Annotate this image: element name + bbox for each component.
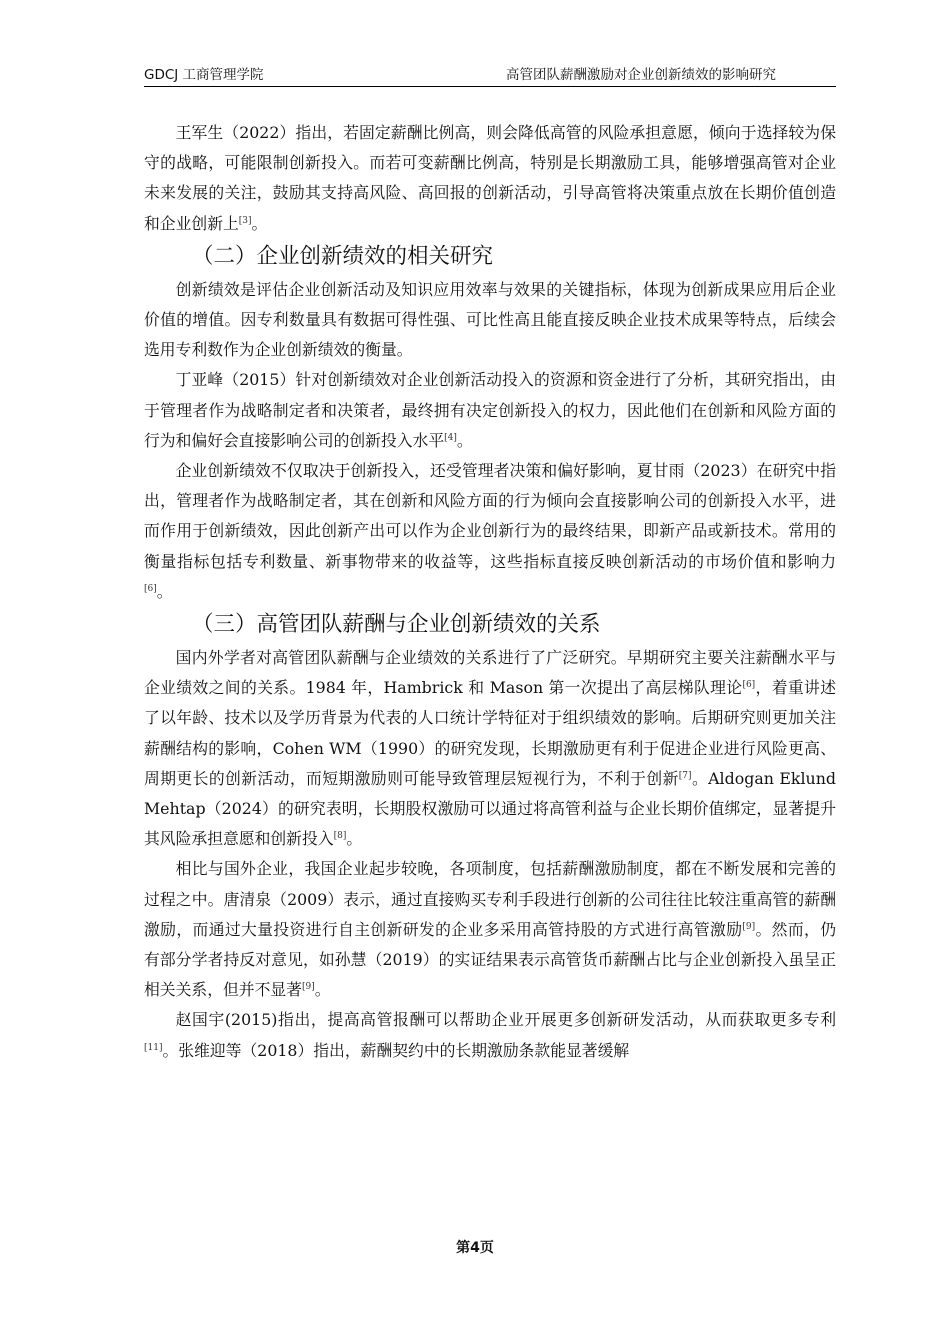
page-body — [144, 118, 836, 1066]
paragraph-text: 赵国宇(2015)指出，提高高管报酬可以帮助企业开展更多创新研发活动，从而获取更多专利 — [175, 1010, 836, 1030]
paragraph-text: 相比与国外企业，我国企业起步较晚，各项制度，包括薪酬激励制度，都在不断发展和完善的过程之中。唐清泉（2009）表示，通过直接购买专利手段进行创新的公司往往比较注重高管的薪酬激励，而通过大量投资进行自主创新研发的企业多采用高管持股的方式进行高管激励 — [144, 859, 836, 939]
paragraph-text: 。然而，仍有部分学者持反对意见，如孙慧（2019）的实证结果表示高管货币薪酬占比与企业创新投入虽呈正相关关系，但并不显著 — [144, 919, 836, 1000]
citation: [7] — [678, 770, 692, 781]
paragraph-literature-abroad: 国内外学者对高管团队薪酬与企业绩效的关系进行了广泛研究。早期研究主要关注薪酬水平与企业绩效之间的关系。1984 年，Hambrick 和 Mason 第一次提出了高层梯队理论[6]，着重讲述了以年龄、技术以及学历背景为代表的人口统计学特征对于组织绩效的影响。后期研究则更加关注薪酬结构的影响，Cohen WM（1990）的研究发现，长期激励更有利于促进企业进行风险更高、周期更长的创新活动，而短期激励则可能导致管理层短视行为，不利于创新[7]。Aldogan Eklund Mehtap（2024）的研究表明，长期股权激励可以通过将高管利益与企业长期价值绑定，显著提升其风险承担意愿和创新投入[8]。 — [144, 648, 836, 849]
section-heading-innovation-performance: （二）企业创新绩效的相关研究 — [192, 243, 494, 269]
paragraph-text: 企业创新绩效不仅取决于创新投入，还受管理者决策和偏好影响，夏甘雨（2023）在研究中指出，管理者作为战略制定者，其在创新和风险方面的行为倾向会直接影响公司的创新投入水平，进而作用于创新绩效，因此创新产出可以作为企业创新行为的最终结果，即新产品或新技术。常用的衡量指标包括专利数量、新事物带来的收益等，这些指标直接反映创新活动的市场价值和影响力 — [144, 461, 836, 571]
citation: [9] — [742, 921, 756, 932]
page-number: 第4页 — [456, 1240, 494, 1256]
citation: [11] — [144, 1042, 163, 1053]
paragraph-literature-domestic: 相比与国外企业，我国企业起步较晚，各项制度，包括薪酬激励制度，都在不断发展和完善的过程之中。唐清泉（2009）表示，通过直接购买专利手段进行创新的公司往往比较注重高管的薪酬激励，而通过大量投资进行自主创新研发的企业多采用高管持股的方式进行高管激励[9]。然而，仍有部分学者持反对意见，如孙慧（2019）的实证结果表示高管货币薪酬占比与企业创新投入虽呈正相关关系，但并不显著[9]。 — [144, 859, 836, 1000]
paragraph-wang-junsheng: 王军生（2022）指出，若固定薪酬比例高，则会降低高管的风险承担意愿，倾向于选择较为保守的战略，可能限制创新投入。而若可变薪酬比例高，特别是长期激励工具，能够增强高管对企业未来发展的关注，鼓励其支持高风险、高回报的创新活动，引导高管将决策重点放在长期价值创造和企业创新上[3]。 — [144, 123, 836, 233]
citation: [9] — [301, 982, 315, 993]
paragraph-text: 国内外学者对高管团队薪酬与企业绩效的关系进行了广泛研究。早期研究主要关注薪酬水平与企业绩效之间的关系。1984 年，Hambrick 和 Mason 第一次提出了高层梯队理论 — [144, 648, 836, 698]
section-heading-compensation-relation: （三）高管团队薪酬与企业创新绩效的关系 — [192, 612, 601, 638]
paragraph-text: 王军生（2022）指出，若固定薪酬比例高，则会降低高管的风险承担意愿，倾向于选择较为保守的战略，可能限制创新投入。而若可变薪酬比例高，特别是长期激励工具，能够增强高管对企业未来发展的关注，鼓励其支持高风险、高回报的创新活动，引导高管将决策重点放在长期价值创造和企业创新上 — [144, 123, 836, 233]
paragraph-text: ，着重讲述了以年龄、技术以及学历背景为代表的人口统计学特征对于组织绩效的影响。后期研究则更加关注薪酬结构的影响，Cohen WM（1990）的研究发现，长期激励更有利于促进企业进行风险更高、周期更长的创新活动，而短期激励则可能导致管理层短视行为，不利于创新 — [144, 678, 836, 788]
paragraph-zhao-guoyu — [144, 1005, 836, 1065]
header-thesis-title: 高管团队薪酬激励对企业创新绩效的影响研究 — [506, 67, 776, 83]
paragraph-text: 。Aldogan Eklund Mehtap（2024）的研究表明，长期股权激励可以通过将高管利益与企业长期价值绑定，显著提升其风险承担意愿和创新投入 — [144, 768, 836, 849]
paragraph-xia-ganyu: 企业创新绩效不仅取决于创新投入，还受管理者决策和偏好影响，夏甘雨（2023）在研究中指出，管理者作为战略制定者，其在创新和风险方面的行为倾向会直接影响公司的创新投入水平，进而作用于创新绩效，因此创新产出可以作为企业创新行为的最终结果，即新产品或新技术。常用的衡量指标包括专利数量、新事物带来的收益等，这些指标直接反映创新活动的市场价值和影响力[6]。 — [144, 461, 836, 601]
citation: [3] — [238, 215, 252, 226]
citation: [8] — [333, 831, 347, 842]
header-school: GDCJ 工商管理学院 — [144, 67, 264, 83]
citation: [6] — [742, 680, 756, 691]
paragraph-text: 丁亚峰（2015）针对创新绩效对企业创新活动投入的资源和资金进行了分析，其研究指出，由于管理者作为战略制定者和决策者，最终拥有决定创新投入的权力，因此他们在创新和风险方面的行为和偏好会直接影响公司的创新投入水平 — [144, 370, 836, 450]
citation: [4] — [444, 432, 457, 443]
paragraph-text: 。张维迎等（2018）指出，薪酬契约中的长期激励条款能显著缓解 — [162, 1040, 630, 1060]
running-header — [144, 66, 836, 87]
citation: [6] — [144, 583, 157, 594]
paragraph-innovation-definition: 创新绩效是评估企业创新活动及知识应用效率与效果的关键指标，体现为创新成果应用后企业价值的增值。因专利数量具有数据可得性强、可比性高且能直接反映企业技术成果等特点，后续会选用专利数作为企业创新绩效的衡量。 — [144, 279, 836, 360]
paragraph-ding-yafeng: 丁亚峰（2015）针对创新绩效对企业创新活动投入的资源和资金进行了分析，其研究指出，由于管理者作为战略制定者和决策者，最终拥有决定创新投入的权力，因此他们在创新和风险方面的行为和偏好会直接影响公司的创新投入水平[4]。 — [144, 370, 836, 450]
